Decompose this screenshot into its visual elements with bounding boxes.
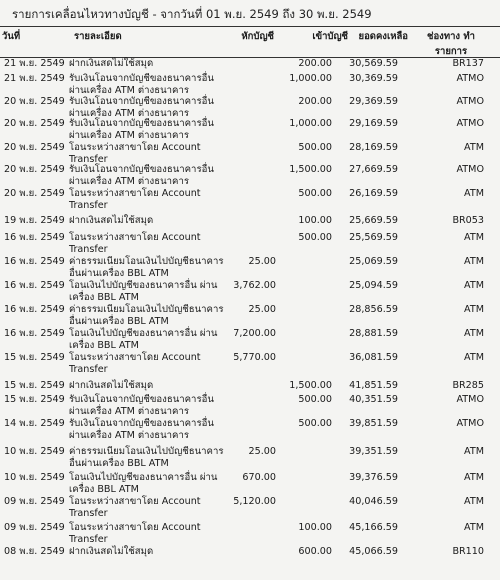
row-debit: 25.00 bbox=[248, 256, 276, 267]
row-channel: BR285 bbox=[452, 380, 484, 391]
row-debit: 7,200.00 bbox=[233, 328, 276, 339]
row-credit: 500.00 bbox=[298, 232, 332, 243]
row-description: ค่าธรรมเนียมโอนเงินไปบัญชีธนาคารอื่นผ่านเครื่อง BBL ATM bbox=[69, 256, 224, 279]
row-channel: ATMO bbox=[456, 118, 484, 129]
row-channel: ATM bbox=[464, 328, 484, 339]
row-channel: ATMO bbox=[456, 418, 484, 429]
row-description: รับเงินโอนจากบัญชีของธนาคารอื่น ผ่านเครื่อง ATM ต่างธนาคาร bbox=[69, 73, 214, 96]
row-channel: ATMO bbox=[456, 164, 484, 175]
row-description: โอนเงินไปบัญชีของธนาคารอื่น ผ่านเครื่อง BBL ATM bbox=[69, 280, 218, 303]
row-credit: 1,500.00 bbox=[289, 380, 332, 391]
row-date: 16 พ.ย. 2549 bbox=[4, 256, 65, 267]
row-balance: 29,169.59 bbox=[349, 118, 398, 129]
row-debit: 5,120.00 bbox=[233, 496, 276, 507]
row-channel: ATM bbox=[464, 522, 484, 533]
row-date: 14 พ.ย. 2549 bbox=[4, 418, 65, 429]
row-date: 08 พ.ย. 2549 bbox=[4, 546, 65, 557]
row-credit: 500.00 bbox=[298, 188, 332, 199]
row-date: 21 พ.ย. 2549 bbox=[4, 58, 65, 69]
row-date: 09 พ.ย. 2549 bbox=[4, 522, 65, 533]
row-balance: 26,169.59 bbox=[349, 188, 398, 199]
row-debit: 25.00 bbox=[248, 304, 276, 315]
row-credit: 200.00 bbox=[298, 96, 332, 107]
row-date: 16 พ.ย. 2549 bbox=[4, 328, 65, 339]
row-balance: 39,851.59 bbox=[349, 418, 398, 429]
row-balance: 28,169.59 bbox=[349, 142, 398, 153]
row-date: 20 พ.ย. 2549 bbox=[4, 164, 65, 175]
row-channel: ATM bbox=[464, 142, 484, 153]
row-channel: ATM bbox=[464, 496, 484, 507]
row-channel: ATM bbox=[464, 256, 484, 267]
row-balance: 28,881.59 bbox=[349, 328, 398, 339]
row-description: รับเงินโอนจากบัญชีของธนาคารอื่น ผ่านเครื่อง ATM ต่างธนาคาร bbox=[69, 96, 214, 119]
row-balance: 25,569.59 bbox=[349, 232, 398, 243]
header-debit: หักบัญชี bbox=[241, 31, 274, 42]
row-date: 15 พ.ย. 2549 bbox=[4, 380, 65, 391]
row-date: 10 พ.ย. 2549 bbox=[4, 446, 65, 457]
row-description: ค่าธรรมเนียมโอนเงินไปบัญชีธนาคารอื่นผ่านเครื่อง BBL ATM bbox=[69, 304, 224, 327]
row-date: 09 พ.ย. 2549 bbox=[4, 496, 65, 507]
row-balance: 28,856.59 bbox=[349, 304, 398, 315]
row-credit: 100.00 bbox=[298, 215, 332, 226]
row-balance: 39,351.59 bbox=[349, 446, 398, 457]
row-description: ฝากเงินสดไม่ใช้สมุด bbox=[69, 215, 154, 226]
row-credit: 1,000.00 bbox=[289, 118, 332, 129]
row-description: โอนระหว่างสาขาโดย Account Transfer bbox=[69, 352, 201, 375]
row-description: โอนระหว่างสาขาโดย Account Transfer bbox=[69, 188, 201, 211]
row-balance: 40,351.59 bbox=[349, 394, 398, 405]
row-credit: 200.00 bbox=[298, 58, 332, 69]
row-debit: 25.00 bbox=[248, 446, 276, 457]
row-balance: 45,066.59 bbox=[349, 546, 398, 557]
header-description: รายละเอียด bbox=[74, 31, 122, 42]
row-balance: 30,369.59 bbox=[349, 73, 398, 84]
row-channel: ATM bbox=[464, 280, 484, 291]
row-credit: 500.00 bbox=[298, 394, 332, 405]
row-channel: ATM bbox=[464, 472, 484, 483]
row-credit: 500.00 bbox=[298, 418, 332, 429]
row-description: โอนระหว่างสาขาโดย Account Transfer bbox=[69, 232, 201, 255]
row-channel: ATM bbox=[464, 304, 484, 315]
row-description: โอนระหว่างสาขาโดย Account Transfer bbox=[69, 496, 201, 519]
row-debit: 5,770.00 bbox=[233, 352, 276, 363]
row-description: ฝากเงินสดไม่ใช้สมุด bbox=[69, 380, 154, 391]
row-channel: BR110 bbox=[452, 546, 484, 557]
row-date: 20 พ.ย. 2549 bbox=[4, 118, 65, 129]
header-balance: ยอดคงเหลือ bbox=[358, 31, 408, 42]
row-date: 16 พ.ย. 2549 bbox=[4, 232, 65, 243]
table-header bbox=[0, 26, 500, 58]
row-balance: 25,669.59 bbox=[349, 215, 398, 226]
row-date: 15 พ.ย. 2549 bbox=[4, 352, 65, 363]
row-debit: 3,762.00 bbox=[233, 280, 276, 291]
row-balance: 25,094.59 bbox=[349, 280, 398, 291]
row-channel: ATM bbox=[464, 352, 484, 363]
row-date: 16 พ.ย. 2549 bbox=[4, 304, 65, 315]
row-balance: 39,376.59 bbox=[349, 472, 398, 483]
row-balance: 36,081.59 bbox=[349, 352, 398, 363]
row-description: รับเงินโอนจากบัญชีของธนาคารอื่น ผ่านเครื่อง ATM ต่างธนาคาร bbox=[69, 118, 214, 141]
row-balance: 29,369.59 bbox=[349, 96, 398, 107]
row-channel: ATMO bbox=[456, 394, 484, 405]
row-description: โอนระหว่างสาขาโดย Account Transfer bbox=[69, 142, 201, 165]
row-description: โอนระหว่างสาขาโดย Account Transfer bbox=[69, 522, 201, 545]
statement-title: รายการเคลื่อนไหวทางบัญชี - จากวันที่ 01 พ.ย. 2549 ถึง 30 พ.ย. 2549 bbox=[12, 7, 372, 21]
row-description: โอนเงินไปบัญชีของธนาคารอื่น ผ่านเครื่อง BBL ATM bbox=[69, 472, 218, 495]
row-credit: 1,000.00 bbox=[289, 73, 332, 84]
row-credit: 600.00 bbox=[298, 546, 332, 557]
row-balance: 45,166.59 bbox=[349, 522, 398, 533]
row-date: 20 พ.ย. 2549 bbox=[4, 142, 65, 153]
row-description: รับเงินโอนจากบัญชีของธนาคารอื่น ผ่านเครื่อง ATM ต่างธนาคาร bbox=[69, 164, 214, 187]
row-date: 21 พ.ย. 2549 bbox=[4, 73, 65, 84]
row-channel: ATM bbox=[464, 232, 484, 243]
header-credit: เข้าบัญชี bbox=[312, 31, 348, 42]
row-date: 10 พ.ย. 2549 bbox=[4, 472, 65, 483]
row-date: 20 พ.ย. 2549 bbox=[4, 188, 65, 199]
row-channel: BR053 bbox=[452, 215, 484, 226]
row-description: โอนเงินไปบัญชีของธนาคารอื่น ผ่านเครื่อง BBL ATM bbox=[69, 328, 218, 351]
row-description: ค่าธรรมเนียมโอนเงินไปบัญชีธนาคารอื่นผ่านเครื่อง BBL ATM bbox=[69, 446, 224, 469]
row-balance: 40,046.59 bbox=[349, 496, 398, 507]
row-channel: BR137 bbox=[452, 58, 484, 69]
row-credit: 100.00 bbox=[298, 522, 332, 533]
row-channel: ATM bbox=[464, 188, 484, 199]
row-description: ฝากเงินสดไม่ใช้สมุด bbox=[69, 58, 154, 69]
row-channel: ATM bbox=[464, 446, 484, 457]
row-credit: 1,500.00 bbox=[289, 164, 332, 175]
row-description: ฝากเงินสดไม่ใช้สมุด bbox=[69, 546, 154, 557]
header-date: วันที่ bbox=[2, 31, 21, 42]
row-description: รับเงินโอนจากบัญชีของธนาคารอื่น ผ่านเครื่อง ATM ต่างธนาคาร bbox=[69, 394, 214, 417]
row-channel: ATMO bbox=[456, 96, 484, 107]
row-credit: 500.00 bbox=[298, 142, 332, 153]
row-date: 20 พ.ย. 2549 bbox=[4, 96, 65, 107]
row-date: 19 พ.ย. 2549 bbox=[4, 215, 65, 226]
row-date: 15 พ.ย. 2549 bbox=[4, 394, 65, 405]
row-date: 16 พ.ย. 2549 bbox=[4, 280, 65, 291]
row-balance: 30,569.59 bbox=[349, 58, 398, 69]
row-channel: ATMO bbox=[456, 73, 484, 84]
row-balance: 25,069.59 bbox=[349, 256, 398, 267]
header-channel: ช่องทาง ทำรายการ bbox=[427, 31, 475, 57]
row-description: รับเงินโอนจากบัญชีของธนาคารอื่น ผ่านเครื่อง ATM ต่างธนาคาร bbox=[69, 418, 214, 441]
row-balance: 27,669.59 bbox=[349, 164, 398, 175]
row-balance: 41,851.59 bbox=[349, 380, 398, 391]
row-debit: 670.00 bbox=[242, 472, 276, 483]
